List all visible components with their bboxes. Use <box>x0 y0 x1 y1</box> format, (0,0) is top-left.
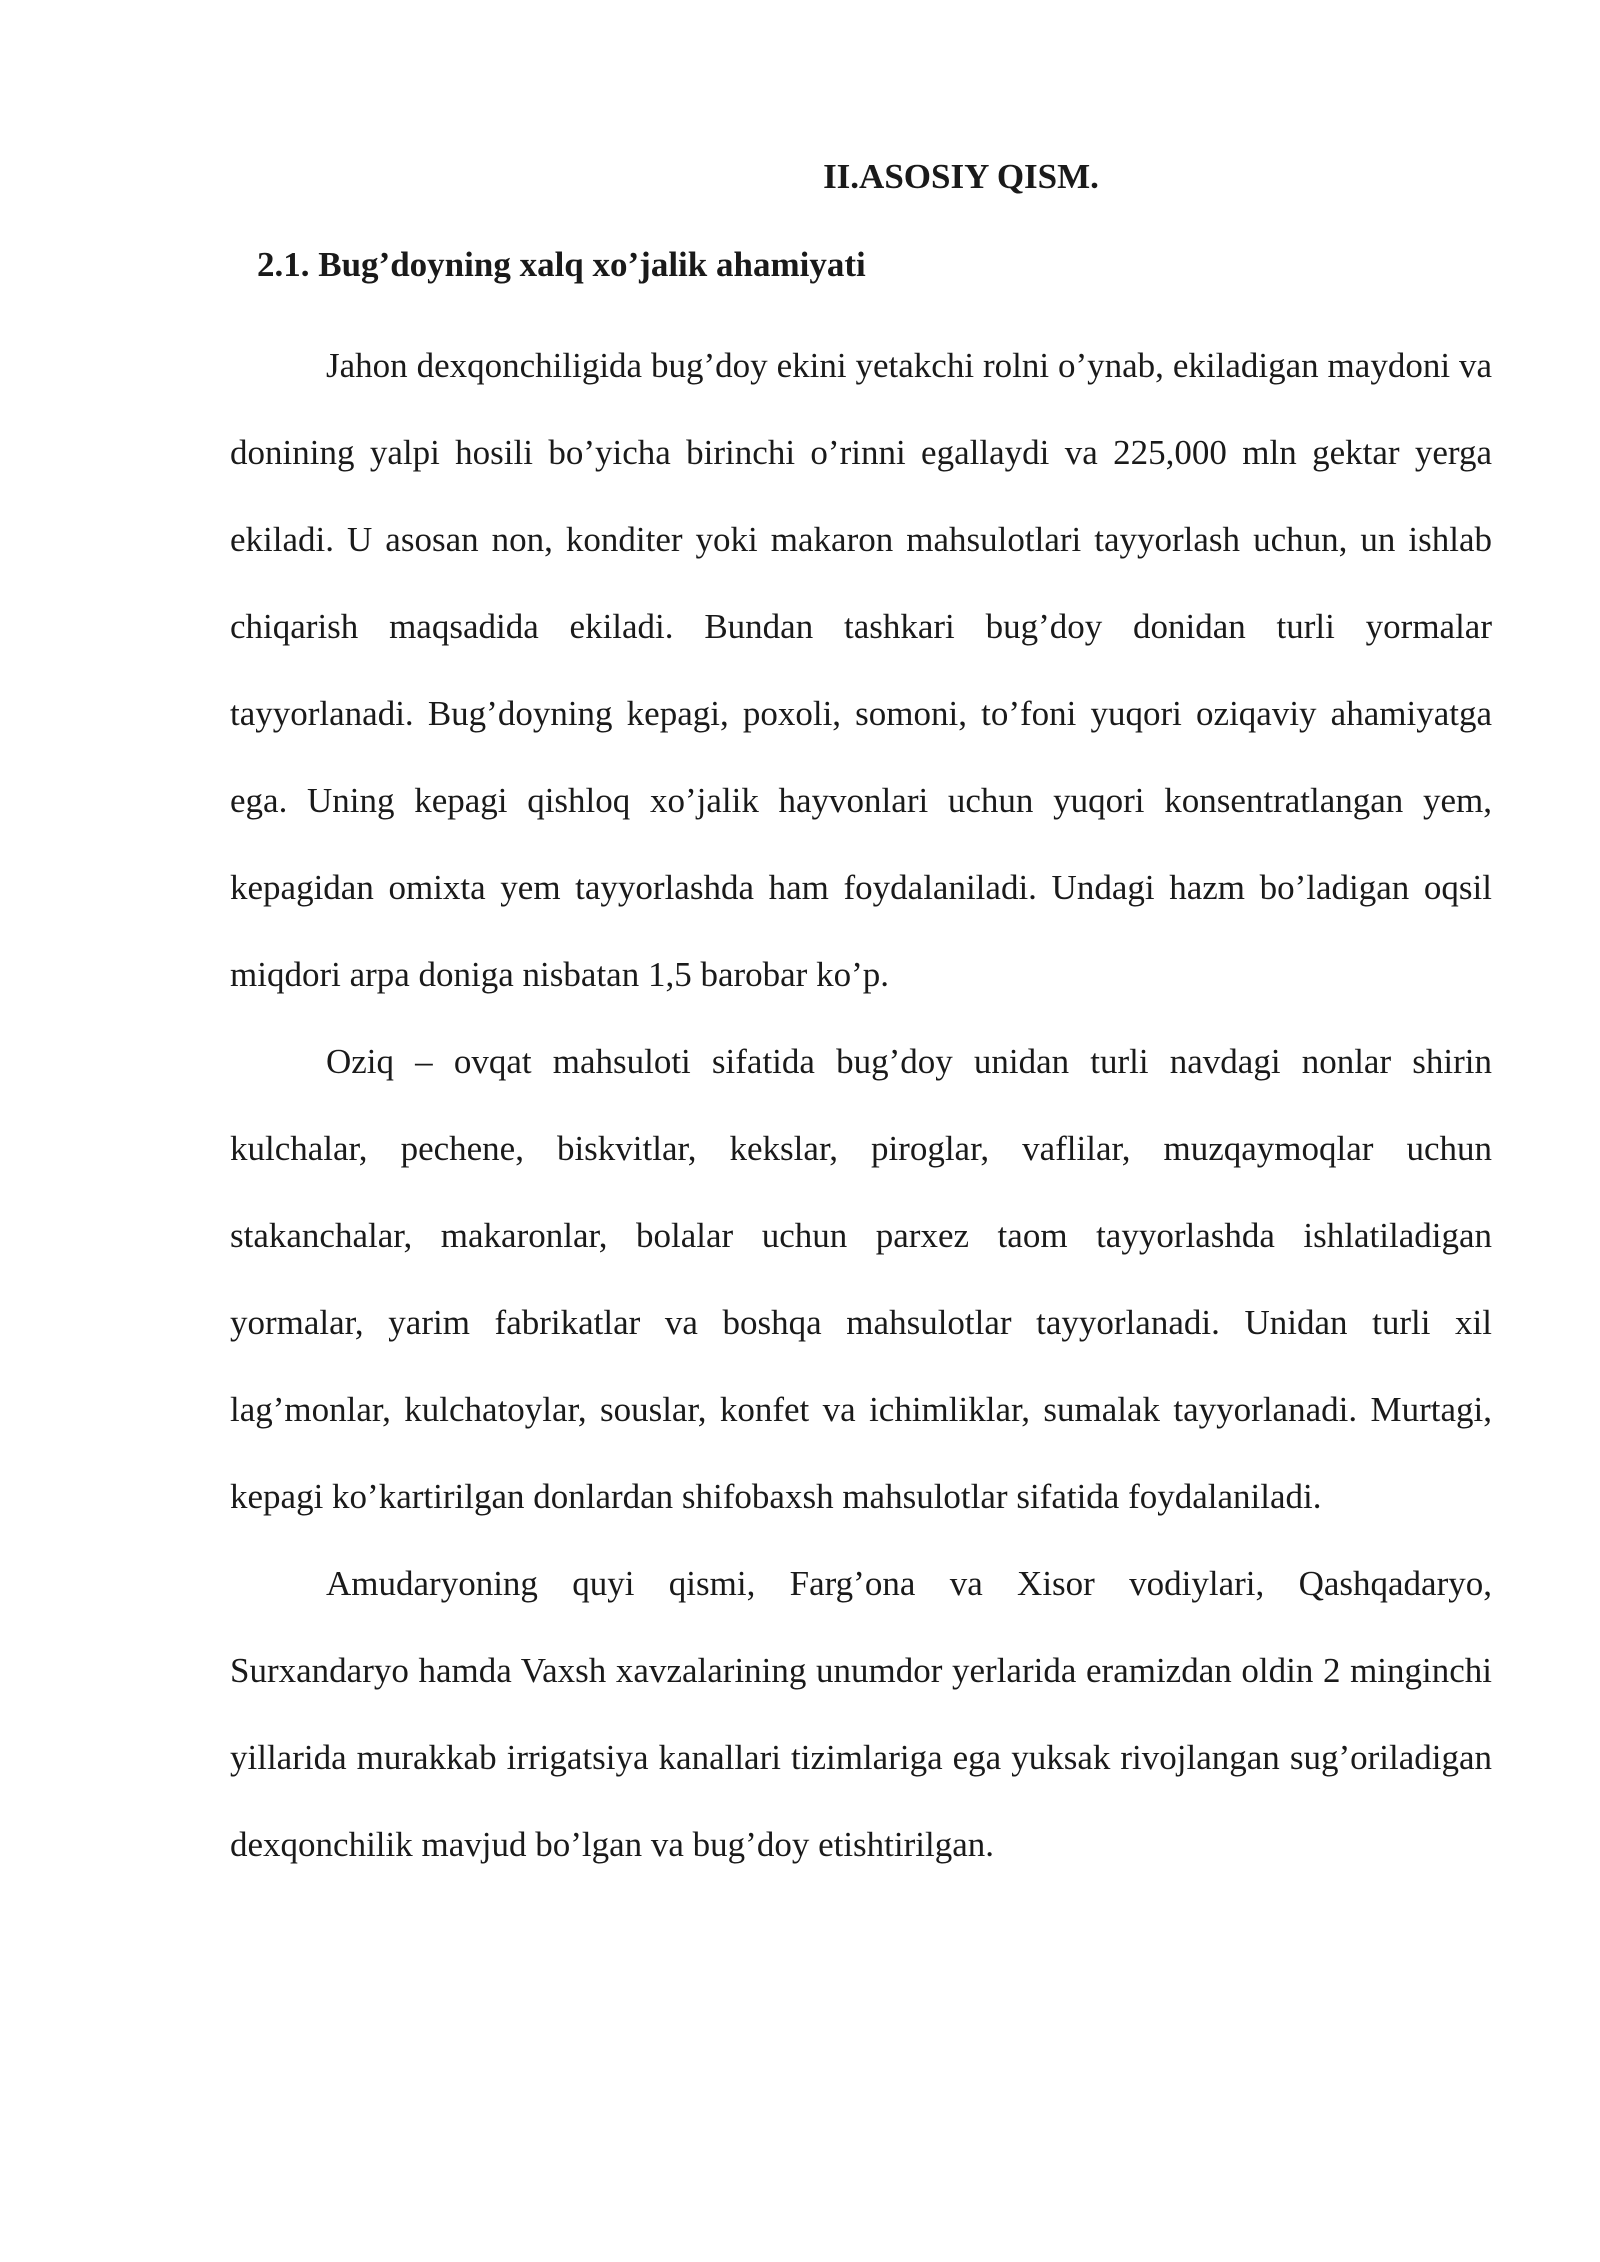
paragraph-2: Oziq – ovqat mahsuloti sifatida bug’doy unidan turli navdagi nonlar shirin kulchalar, pechene, biskvitlar, kekslar, piroglar, vaflilar, muzqaymoqlar uchun stakanchalar, makaronlar, bolalar uchun parxez taom tayyorlashda ishlatiladigan yormalar, yarim fabrikatlar va boshqa mahsulotlar tayyorlanadi. Unidan turli xil lag’monlar, kulchatoylar, souslar, konfet va ichimliklar, sumalak tayyorlanadi. Murtagi, kepagi ko’kartirilgan donlardan shifobaxsh mahsulotlar sifatida foydalaniladi. <box>230 1042 1492 1516</box>
section-heading: II.ASOSIY QISM. <box>823 157 1099 196</box>
paragraph-3: Amudaryoning quyi qismi, Farg’ona va Xisor vodiylari, Qashqadaryo, Surxandaryo hamda Vaxsh xavzalarining unumdor yerlarida eramizdan oldin 2 minginchi yillarida murakkab irrigatsiya kanallari tizimlariga ega yuksak rivojlangan sug’oriladigan dexqonchilik mavjud bo’lgan va bug’doy etishtirilgan. <box>230 1564 1492 1864</box>
subsection-heading: 2.1. Bug’doyning xalq xo’jalik ahamiyati <box>257 245 866 284</box>
paragraph-1: Jahon dexqonchiligida bug’doy ekini yetakchi rolni o’ynab, ekiladigan maydoni va donining yalpi hosili bo’yicha birinchi o’rinni egallaydi va 225,000 mln gektar yerga ekiladi. U asosan non, konditer yoki makaron mahsulotlari tayyorlash uchun, un ishlab chiqarish maqsadida ekiladi. Bundan tashkari bug’doy donidan turli yormalar tayyorlanadi. Bug’doyning kepagi, poxoli, somoni, to’foni yuqori oziqaviy ahamiyatga ega. Uning kepagi qishloq xo’jalik hayvonlari uchun yuqori konsentratlangan yem, kepagidan omixta yem tayyorlashda ham foydalaniladi. Undagi hazm bo’ladigan oqsil miqdori arpa doniga nisbatan 1,5 barobar ko’p. <box>230 346 1492 994</box>
body-text <box>230 322 1492 1888</box>
